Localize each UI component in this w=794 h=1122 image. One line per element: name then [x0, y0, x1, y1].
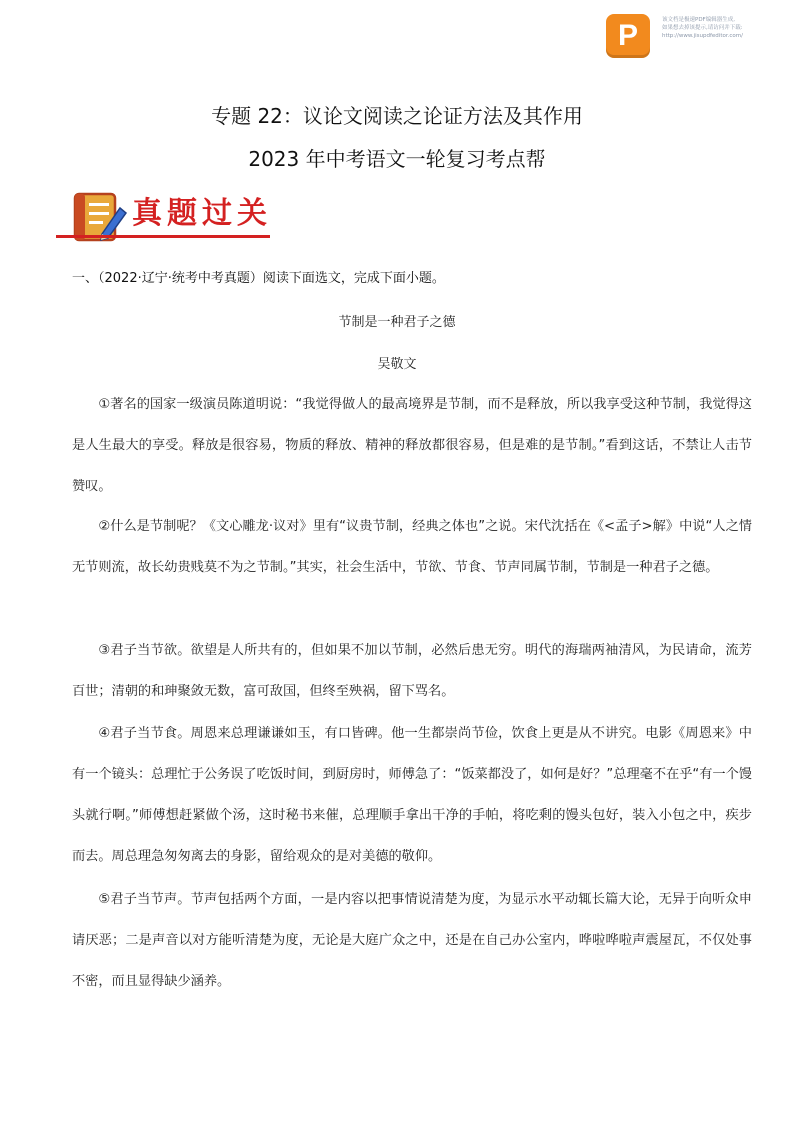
- section-badge-label: 真题过关: [132, 196, 272, 231]
- article-paragraph: ②什么是节制呢？《文心雕龙·议对》里有“议贵节制，经典之体也”之说。宋代沈括在《<孟子>解》中说“人之情无节则流，故长幼贵贱莫不为之节制。”其实，社会生活中，节欲、节食、节声同属节制，节制是一种君子之德。: [72, 519, 752, 575]
- article-author: 吴敬文: [377, 357, 417, 372]
- pdf-logo-letter: P: [617, 19, 638, 52]
- question-header: 一、（2022·辽宁·统考中考真题）阅读下面选文，完成下面小题。: [72, 271, 445, 286]
- article-title: 节制是一种君子之德: [338, 315, 456, 330]
- pdf-editor-watermark[interactable]: [606, 14, 786, 58]
- watermark-text: [662, 16, 786, 40]
- article-paragraph: ④君子当节食。周恩来总理谦谦如玉，有口皆碑。他一生都崇尚节俭，饮食上更是从不讲究。电影《周恩来》中有一个镜头：总理忙于公务误了吃饭时间，到厨房时，师傅急了：“饭菜都没了，如何是好？”总理毫不在乎“有一个馒头就行啊。”师傅想赶紧做个汤，这时秘书来催，总理顺手拿出干净的手帕，将吃剩的馒头包好，装入小包之中，疾步而去。周总理急匆匆离去的身影，留给观众的是对美德的敬仰。: [72, 726, 752, 864]
- watermark-line: 如果想去掉该提示,请访问并下载:: [662, 25, 743, 31]
- section-divider: [56, 235, 270, 238]
- pdf-logo-icon: [606, 14, 650, 58]
- watermark-url-link[interactable]: http://www.jisupdfeditor.com/: [662, 33, 743, 39]
- page-title: 专题 22：议论文阅读之论证方法及其作用: [211, 104, 583, 128]
- article-paragraph: ①著名的国家一级演员陈道明说：“我觉得做人的最高境界是节制，而不是释放，所以我享受这种节制，我觉得这是人生最大的享受。释放是很容易，物质的释放、精神的释放都很容易，但是难的是节制。”看到这话，不禁让人击节赞叹。: [72, 397, 752, 494]
- article-paragraph: ③君子当节欲。欲望是人所共有的，但如果不加以节制，必然后患无穷。明代的海瑞两袖清风，为民请命，流芳百世；清朝的和珅聚敛无数，富可敌国，但终至殃祸，留下骂名。: [72, 643, 752, 699]
- page-subtitle: 2023 年中考语文一轮复习考点帮: [248, 147, 546, 171]
- watermark-line: 该文档是极速PDF编辑器生成,: [662, 17, 735, 23]
- article-paragraph: ⑤君子当节声。节声包括两个方面，一是内容以把事情说清楚为度，为显示水平动辄长篇大论，无异于向听众申请厌恶；二是声音以对方能听清楚为度，无论是大庭广众之中，还是在自己办公室内，哗啦哗啦声震屋瓦，不仅处事不密，而且显得缺少涵养。: [72, 892, 752, 989]
